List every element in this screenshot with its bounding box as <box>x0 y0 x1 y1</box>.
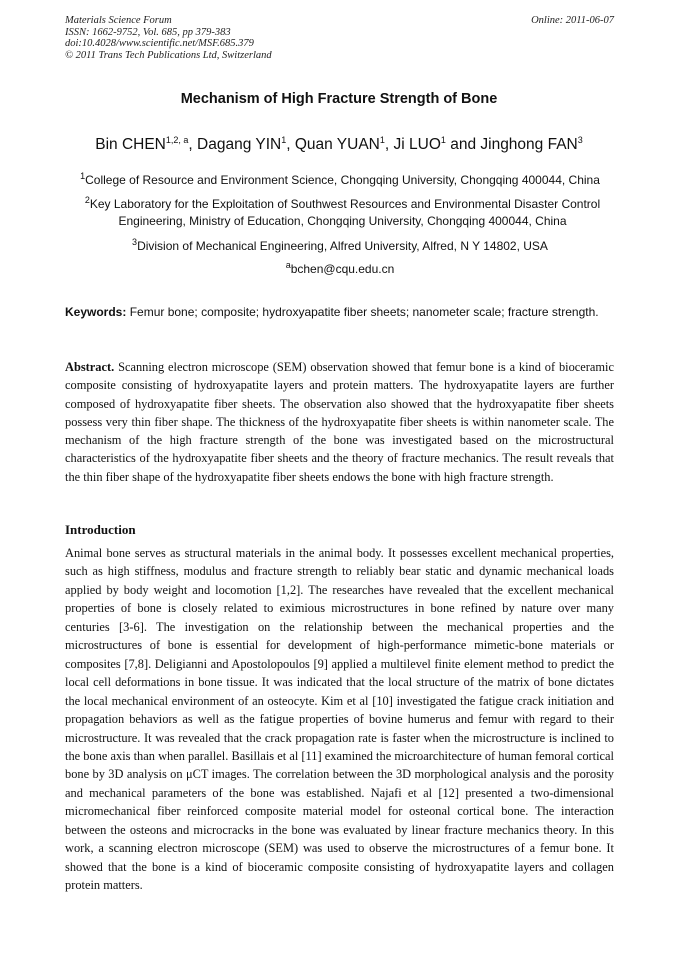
keywords-label: Keywords: <box>65 305 127 319</box>
author-affiliation-mark: 3 <box>577 134 583 145</box>
author-name: Quan YUAN <box>294 136 380 153</box>
author-affiliation-mark: 1 <box>440 134 446 145</box>
author-name: Ji LUO <box>393 136 441 153</box>
affiliation-mark: 1 <box>80 171 86 181</box>
author-name: Bin CHEN <box>95 136 166 153</box>
journal-header <box>65 15 272 61</box>
author-separator: , <box>384 136 394 153</box>
abstract-text: Scanning electron microscope (SEM) observation showed that femur bone is a kind of bioceramic composite consisting of hydroxyapatite layers and protein matters. The hydroxyapatite layers are further composed of hydroxyapatite fiber sheets. The observation also showed that the hydroxyapatite fiber sheets possess very thin fiber shape. The thickness of the hydroxyapatite fiber sheets is within nanometer scale. The mechanism of the high fracture strength of the bone was investigated based on the microstructural characteristics of the hydroxyapatite fiber sheets and the theory of fracture mechanics. The result reveals that the thin fiber shape of the hydroxyapatite fiber sheets endows the bone with high fracture strength. <box>65 360 614 484</box>
author-separator: , <box>188 136 198 153</box>
introduction-text: Animal bone serves as structural materials in the animal body. It possesses excellent mechanical properties, such as high stiffness, modulus and fracture strength to reliably bear static and dynamic mechanical loads applied by body weight and locomotion [1,2]. The researches have revealed that the excellent mechanical properties of bone is closely related to eximious microstructures in bone refined by nature over many centuries [3-6]. The investigation on the relationship between the mechanical properties and the microstructures of bone is essential for development of high-performance mimetic-bone materials or composites [7,8]. Deligianni and Apostolopoulos [9] applied a multilevel finite element method to predict the local cell deformations in bone tissue. It was indicated that the local structure of the matrix of bone dictates the local mechanical environment of an osteocyte. Kim et al [10] investigated the fatigue crack initiation and propagation behaviors as well as the fatigue properties of bovine humerus and femur with regard to their microstructure. It was revealed that the crack propagation rate is faster when the microstructure is inclined to the bone axis than when parallel. Basillais et al [11] examined the microarchitecture of human femoral cortical bone by 3D analysis on μCT images. The correlation between the 3D morphological analysis and the porosity and mechanical parameters of the bone was established. Najafi et al [12] presented a two-dimensional micromechanical fiber reinforced composite material model for osteonal cortical bone. The interaction between the osteons and microcracks in the bone was evaluated by linear fracture mechanics theory. In this work, a scanning electron microscope (SEM) was used to observe the microstructures of a femur bone. It showed that the bone is a kind of bioceramic composite consisting of hydroxyapatite layers and collagen protein matters. <box>65 546 614 893</box>
author-affiliation-mark: 1,2, a <box>165 134 189 145</box>
affiliation-text: Division of Mechanical Engineering, Alfred University, Alfred, N Y 14802, USA <box>137 239 548 253</box>
author-name: Dagang YIN <box>197 136 282 153</box>
author-separator: , <box>286 136 295 153</box>
journal-copyright: © 2011 Trans Tech Publications Ltd, Switzerland <box>65 49 272 61</box>
paper-title: Mechanism of High Fracture Strength of Bone <box>180 91 498 107</box>
email-text: bchen@cqu.edu.cn <box>290 262 395 276</box>
author-affiliation-mark: 1 <box>281 134 287 145</box>
affiliation-mark: a <box>285 260 291 270</box>
keywords <box>65 304 614 321</box>
author-affiliation-mark: 1 <box>379 134 385 145</box>
introduction-heading: Introduction <box>65 522 136 537</box>
affiliation-mark: 2 <box>84 195 90 205</box>
journal-issn: ISSN: 1662-9752, Vol. 685, pp 379-383 <box>65 26 231 38</box>
author-name: Jinghong FAN <box>480 136 578 153</box>
journal-doi: doi:10.4028/www.scientific.net/MSF.685.379 <box>65 38 254 49</box>
affiliation-mark: 3 <box>132 237 138 247</box>
affiliation-text: Key Laboratory for the Exploitation of Southwest Resources and Environmental Disaster Control Engineering, Ministry of Education, Chongqing University, Chongqing 400044, China <box>89 197 601 228</box>
journal-name: Materials Science Forum <box>65 15 172 26</box>
corresponding-email <box>60 261 620 278</box>
author-list <box>0 136 678 154</box>
affiliation-1 <box>60 172 620 189</box>
affiliation-2 <box>70 196 615 230</box>
author-separator: and <box>445 136 481 153</box>
affiliation-3 <box>60 238 620 255</box>
keywords-text: Femur bone; composite; hydroxyapatite fiber sheets; nanometer scale; fracture strength. <box>129 305 599 319</box>
abstract <box>65 358 614 486</box>
affiliation-text: College of Resource and Environment Science, Chongqing University, Chongqing 400044, China <box>85 173 600 187</box>
online-date: Online: 2011-06-07 <box>531 15 614 26</box>
abstract-label: Abstract. <box>65 360 115 374</box>
